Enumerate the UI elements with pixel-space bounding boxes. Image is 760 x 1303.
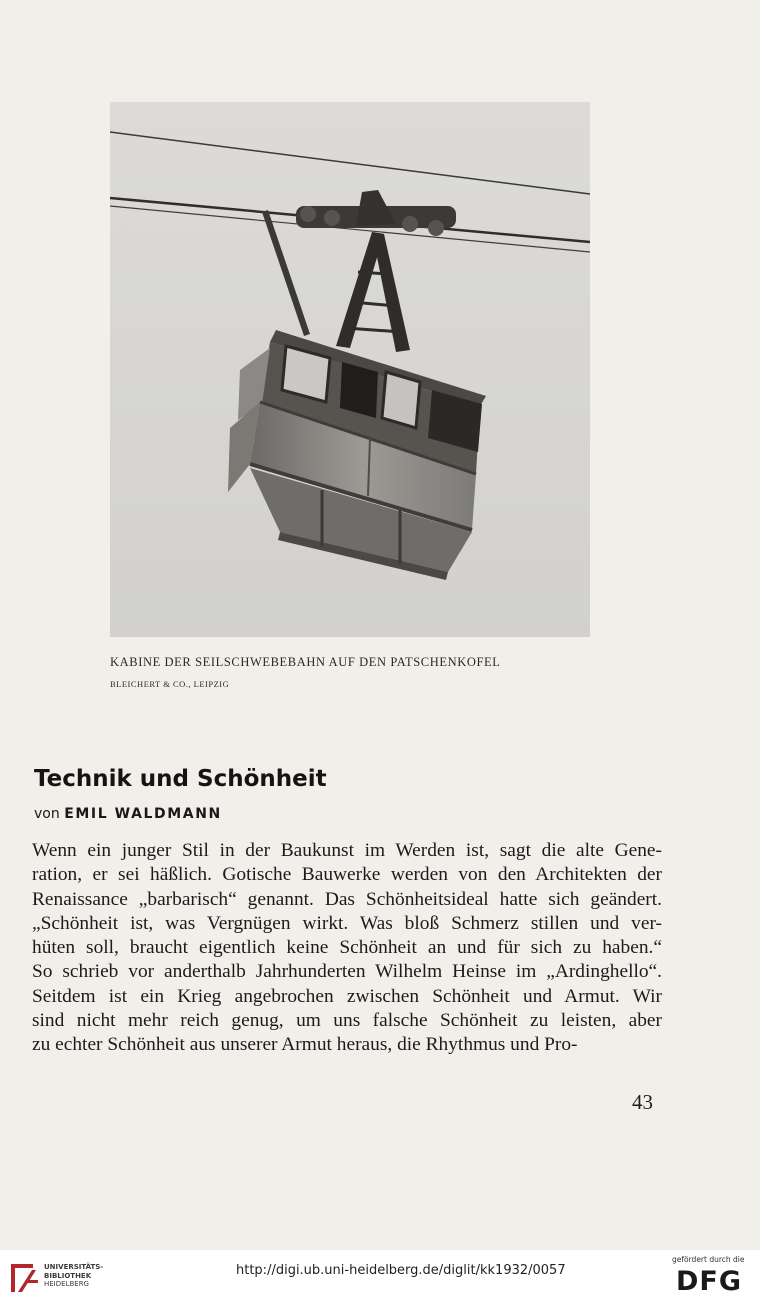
library-line-3: HEIDELBERG (44, 1280, 89, 1288)
funding-note: gefördert durch die (672, 1255, 745, 1264)
article-title: Technik und Schönheit (34, 766, 327, 792)
library-name[interactable] (44, 1263, 103, 1289)
body-line: Wenn ein junger Stil in der Baukunst im Werden ist, sagt die alte Gene- (32, 840, 662, 861)
body-line: zu echter Schönheit aus unserer Armut heraus, die Rhythmus und Pro- (32, 1034, 578, 1056)
university-library-logo-icon[interactable] (8, 1258, 42, 1296)
byline (34, 806, 222, 822)
library-line-2: BIBLIOTHEK (44, 1271, 92, 1280)
body-line: „Schönheit ist, was Vergnügen wirkt. Was bloß Schmerz stillen und ver- (32, 912, 662, 934)
byline-prefix: von (34, 806, 60, 822)
body-line: sind nicht mehr reich genug, um uns falsche Schönheit zu leisten, aber (32, 1010, 662, 1032)
body-line: hüten soll, braucht eigentlich keine Schönheit an und für sich zu haben.“ (32, 937, 662, 959)
dfg-logo[interactable]: DFG (676, 1266, 743, 1297)
body-line: Renaissance „barbarisch“ genannt. Das Schönheitsideal hatte sich geändert. (32, 888, 662, 910)
page-number: 43 (632, 1090, 653, 1114)
library-line-1: UNIVERSITÄTS- (44, 1263, 104, 1271)
article-body (32, 839, 662, 1058)
figure-credit: BLEICHERT & CO., LEIPZIG (110, 679, 230, 689)
cable-car-photo (110, 102, 590, 637)
footer-bar (0, 1250, 760, 1303)
author-name: EMIL WALDMANN (64, 806, 222, 822)
permalink-url[interactable]: http://digi.ub.uni-heidelberg.de/diglit/kk1932/0057 (236, 1263, 566, 1278)
body-line: ration, er sei häßlich. Gotische Bauwerke werden von den Architekten der (32, 864, 662, 886)
body-line: So schrieb vor anderthalb Jahrhunderten Wilhelm Heinse im „Ardinghello“. (32, 961, 662, 983)
body-line: Seitdem ist ein Krieg angebrochen zwischen Schönheit und Armut. Wir (32, 985, 662, 1007)
figure-caption: KABINE DER SEILSCHWEBEBAHN AUF DEN PATSCHENKOFEL (110, 655, 501, 669)
